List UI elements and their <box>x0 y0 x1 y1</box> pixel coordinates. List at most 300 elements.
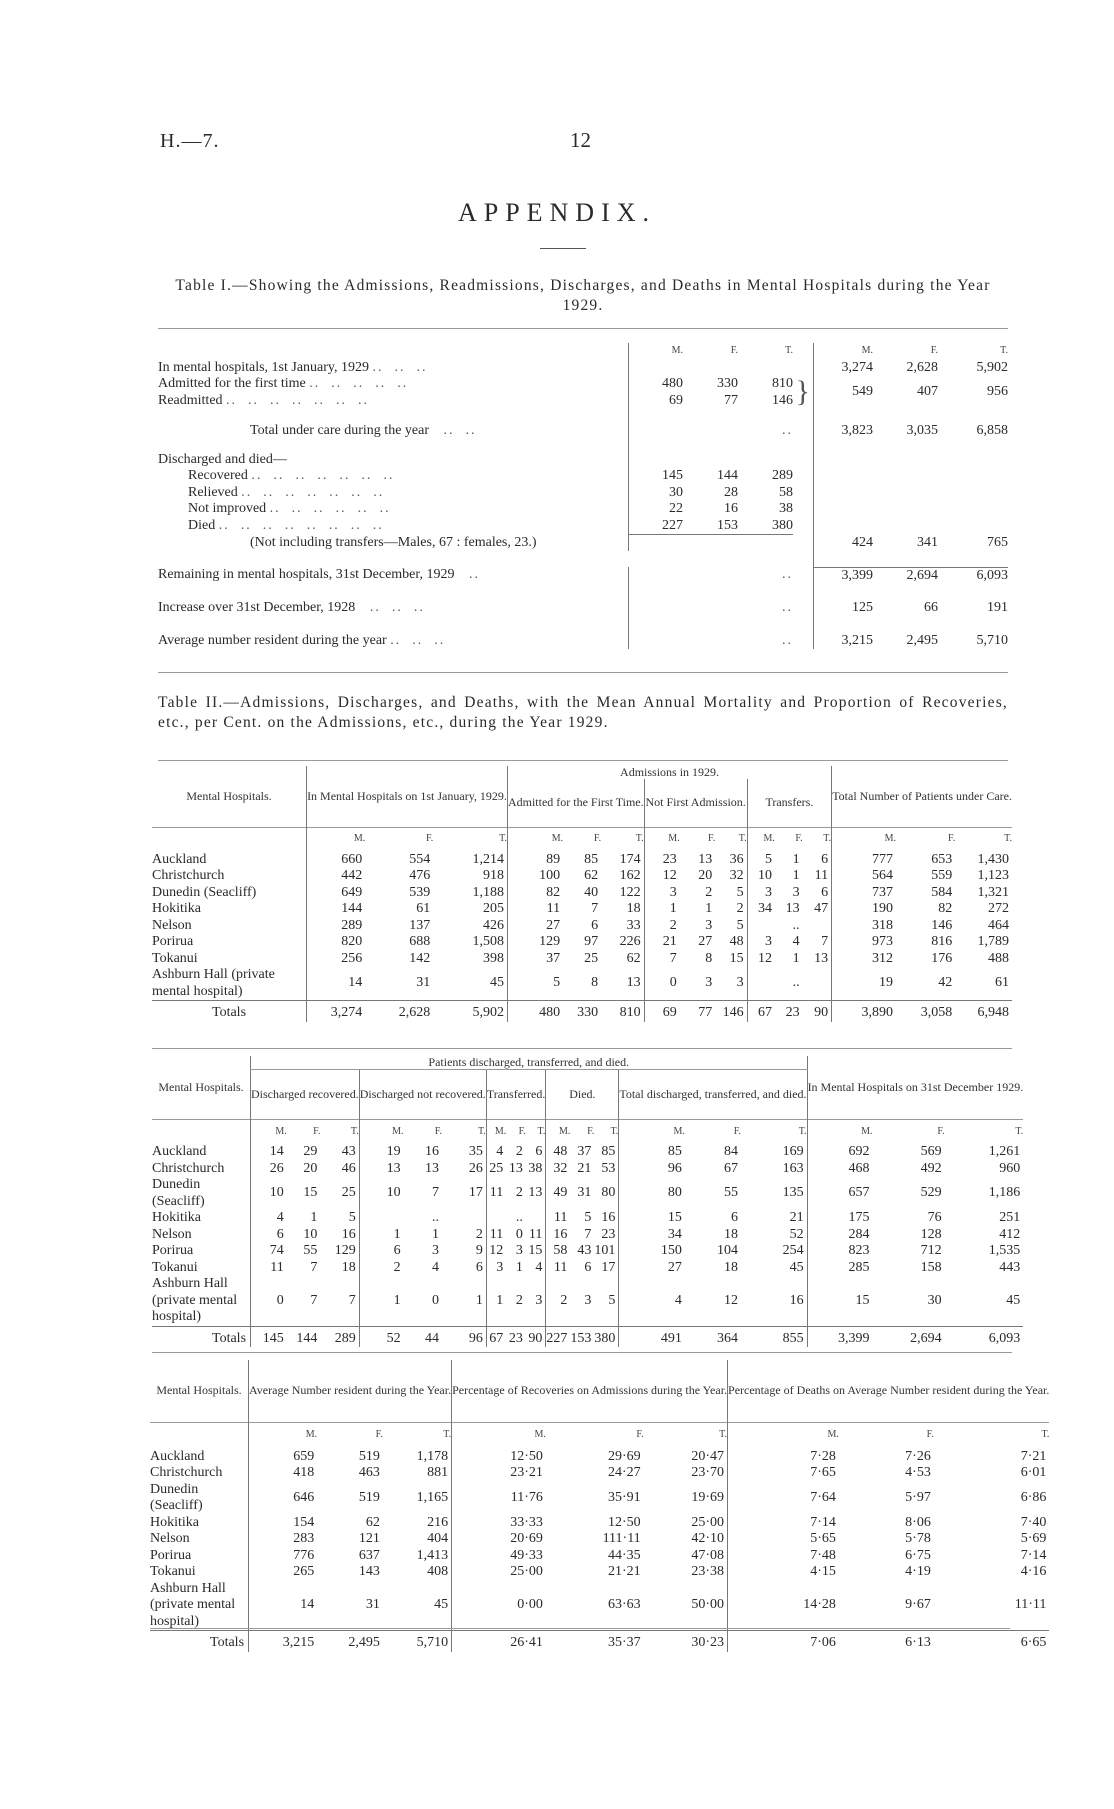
hospital-name: Hokitika <box>150 1514 199 1530</box>
cell: 17 <box>601 1259 616 1275</box>
cell: 6 <box>731 1210 739 1225</box>
hospital-name: Christchurch <box>150 1465 223 1480</box>
cell: 4 <box>251 1210 287 1227</box>
cell: 464 <box>988 917 1009 933</box>
cell: 5 <box>747 852 775 869</box>
table-row <box>152 967 1012 1001</box>
cell: 2 <box>515 1185 523 1201</box>
cell: 55 <box>724 1185 739 1201</box>
table-row <box>152 1243 1023 1260</box>
totals-row <box>150 1631 1049 1652</box>
cell: 10 <box>251 1177 287 1210</box>
cell: 1 <box>792 950 800 966</box>
cell: .. <box>792 917 800 933</box>
cell: 11 <box>251 1260 287 1277</box>
cell: 6·86 <box>1020 1489 1047 1505</box>
cell: 15 <box>807 1276 872 1326</box>
cell: 143 <box>358 1564 380 1579</box>
cell: 111·11 <box>602 1531 641 1546</box>
cell: 7·65 <box>728 1465 839 1482</box>
hospital-name: Porirua <box>152 934 194 949</box>
cell: 9·67 <box>905 1597 931 1612</box>
cell: 7·26 <box>905 1448 931 1464</box>
cell: 14 <box>249 1581 318 1631</box>
cell: 80 <box>601 1185 616 1201</box>
cell: 7·48 <box>728 1548 839 1565</box>
hospital-name: Porirua <box>150 1547 192 1563</box>
cell: 45 <box>1006 1292 1021 1308</box>
table-row: Average number resident during the year .. .. .. .. 3,215 2,495 5,710 <box>158 632 1008 648</box>
cell: 476 <box>409 868 431 883</box>
cell: 42·10 <box>691 1531 725 1546</box>
cell: 519 <box>358 1448 380 1464</box>
cell: 3 <box>792 884 800 900</box>
cell: 6 <box>591 917 599 933</box>
cell: 1 <box>475 1292 483 1308</box>
cell: 1,123 <box>977 868 1009 883</box>
cell: 285 <box>807 1260 872 1277</box>
cell: 12·50 <box>452 1449 546 1466</box>
cell: 52 <box>789 1226 804 1242</box>
table-row: Discharged and died— <box>158 452 1008 469</box>
cell: 49 <box>546 1177 571 1210</box>
cell: 0 <box>515 1226 523 1242</box>
cell: 289 <box>307 918 366 935</box>
cell: 6 <box>475 1259 483 1275</box>
hospital-name: Auckland <box>150 1448 205 1464</box>
cell: 19·69 <box>691 1489 725 1505</box>
cell: 24·27 <box>608 1465 641 1480</box>
cell: 820 <box>307 934 366 951</box>
cell: 62 <box>365 1514 380 1530</box>
cell: 137 <box>409 917 431 933</box>
hospital-name: Christchurch <box>152 1160 225 1176</box>
cell: 20·47 <box>691 1448 725 1464</box>
cell: 61 <box>416 901 431 916</box>
cell: 442 <box>307 868 366 885</box>
cell: 104 <box>717 1243 739 1258</box>
hospital-name: Ashburn Hall (private mental hospital) <box>152 1276 238 1324</box>
cell: 25 <box>486 1161 506 1178</box>
cell: 810 <box>601 1001 644 1022</box>
cell: 412 <box>999 1226 1021 1242</box>
cell: 265 <box>249 1564 318 1581</box>
cell: 27 <box>507 918 563 935</box>
cell: 2 <box>515 1144 523 1159</box>
table-row <box>152 1276 1023 1326</box>
cell: 2 <box>359 1260 403 1277</box>
cell: 7·14 <box>728 1515 839 1532</box>
appendix-title: APPENDIX. <box>457 198 657 227</box>
cell: 7·40 <box>1020 1514 1047 1530</box>
cell: 7 <box>591 901 599 916</box>
cell: 62 <box>626 950 641 966</box>
cell: 35 <box>468 1144 483 1159</box>
cell: 918 <box>482 868 504 883</box>
cell: 40 <box>584 884 599 900</box>
cell: 408 <box>427 1564 449 1579</box>
cell: 76 <box>927 1210 942 1225</box>
table-row: Died .. .. .. .. .. .. .. .. 227 153 380 <box>158 518 1008 535</box>
cell: 13 <box>814 950 829 966</box>
cell: 6,093 <box>945 1326 1024 1347</box>
cell: 1 <box>359 1276 403 1326</box>
cell: 15 <box>619 1210 685 1227</box>
cell: 10 <box>303 1226 318 1242</box>
cell: 256 <box>307 951 366 968</box>
cell: 90 <box>803 1001 832 1022</box>
cell: 11 <box>486 1177 506 1210</box>
cell: 25 <box>584 950 599 966</box>
cell: 688 <box>409 934 431 949</box>
cell <box>803 967 832 1001</box>
cell: 3,890 <box>832 1001 896 1022</box>
cell: 27 <box>698 934 713 949</box>
cell: 816 <box>931 934 953 949</box>
table-row <box>150 1515 1049 1532</box>
cell: 16 <box>341 1226 356 1242</box>
cell: 529 <box>920 1185 942 1201</box>
cell: 25·00 <box>452 1564 546 1581</box>
cell: 3,215 <box>249 1631 318 1652</box>
cell: 5·97 <box>905 1489 931 1505</box>
cell: 3 <box>515 1243 523 1258</box>
cell: 37 <box>577 1144 592 1159</box>
cell: 62 <box>584 868 599 883</box>
cell: 3,058 <box>896 1001 955 1022</box>
cell <box>747 918 775 935</box>
cell: 404 <box>427 1531 449 1546</box>
cell: 653 <box>931 851 953 867</box>
table-row <box>150 1548 1049 1565</box>
cell: 13 <box>528 1185 543 1201</box>
cell: 85 <box>619 1144 685 1161</box>
cell: 6·75 <box>905 1547 931 1563</box>
cell: 26 <box>468 1160 483 1176</box>
totals-row <box>152 1326 1023 1347</box>
cell: 657 <box>807 1177 872 1210</box>
cell: 48 <box>729 934 744 949</box>
cell: 16 <box>789 1292 804 1308</box>
table-row <box>150 1564 1049 1581</box>
cell: 142 <box>409 950 431 966</box>
cell: 163 <box>782 1160 804 1176</box>
cell: 1 <box>486 1276 506 1326</box>
cell: 2 <box>736 901 744 916</box>
hospital-name: Tokanui <box>150 1564 196 1579</box>
cell: 48 <box>546 1144 571 1161</box>
cell: 0 <box>644 967 680 1001</box>
cell: 42 <box>938 975 953 991</box>
table-row: Not improved .. .. .. .. .. .. 22 16 38 <box>158 501 1008 518</box>
cell: 23 <box>601 1226 616 1242</box>
cell: 3 <box>705 917 713 933</box>
cell: 19 <box>832 967 896 1001</box>
hospital-name: Tokanui <box>152 1259 198 1275</box>
cell: 8 <box>705 950 713 966</box>
cell: 1 <box>705 901 713 916</box>
cell: 18 <box>724 1226 739 1242</box>
cell: 12·50 <box>608 1514 641 1530</box>
cell: 89 <box>507 852 563 869</box>
cell: 12 <box>644 868 680 885</box>
cell: 135 <box>782 1185 804 1201</box>
cell: 488 <box>988 950 1009 966</box>
cell: 7 <box>310 1292 318 1308</box>
cell: 96 <box>619 1161 685 1178</box>
cell: 216 <box>427 1514 449 1530</box>
cell: 23 <box>644 852 680 869</box>
cell <box>359 1210 403 1227</box>
cell: 4 <box>792 934 800 949</box>
cell: 584 <box>931 884 953 900</box>
cell: 11·11 <box>1014 1597 1047 1612</box>
hospital-name: Ashburn Hall (private mental hospital) <box>152 967 275 999</box>
cell: 85 <box>601 1144 616 1159</box>
cell: 2,628 <box>365 1001 433 1022</box>
cell: 11 <box>546 1210 571 1227</box>
cell: 129 <box>334 1243 356 1258</box>
cell: 11 <box>546 1260 571 1277</box>
cell: 158 <box>920 1259 942 1275</box>
cell: 45 <box>789 1259 804 1275</box>
cell: 13 <box>359 1161 403 1178</box>
cell: 1,789 <box>977 934 1009 949</box>
cell: 2,495 <box>317 1631 383 1652</box>
cell: 8 <box>591 975 599 991</box>
cell: 3 <box>747 934 775 951</box>
cell: 1 <box>310 1210 318 1225</box>
cell: 53 <box>601 1160 616 1176</box>
cell: 2 <box>515 1292 523 1308</box>
cell: 5·78 <box>905 1531 931 1546</box>
cell: 20 <box>303 1160 318 1176</box>
cell: 2 <box>475 1226 483 1242</box>
table2-part1-grid: Mental Hospitals. In Mental Hospitals on 1st January, 1929. Admissions in 1929. Total Number of Patients under Care. Admitted for the First Time. Not First Admission. Transfers. M. F. T. M. F. T. M. F. T. M. F. T. M. F. T. Auckland 660 554 1,214 89 85 174 23 13 36 5 1 6 777 653 1,430 Christchurch 442 476 918 100 62 162 12 20 32 10 1 11 564 559 1,123 Dunedin (Seacliff) 649 539 1,188 82 40 122 3 2 5 3 3 6 737 584 1,321 Hokitika 144 61 205 11 7 18 1 1 2 34 13 47 190 82 272 Nelson 289 137 426 27 6 33 2 3 5 .. 318 146 464 Porirua 820 688 1,508 129 97 226 21 27 48 3 4 7 973 816 1,789 Tokanui 256 142 398 37 25 62 7 8 15 12 1 13 312 176 488 Ashburn Hall (private mental hospital) 14 31 45 5 8 13 0 3 3 .. 19 42 61 Totals 3,274 2,628 5,902 480 330 810 69 77 146 67 23 90 3,890 3,058 6,948 <box>152 765 1012 1020</box>
cell: 15 <box>303 1185 318 1201</box>
cell: 7·14 <box>1020 1547 1047 1563</box>
cell: 312 <box>832 951 896 968</box>
cell: 23·21 <box>452 1465 546 1482</box>
hospital-name: Ashburn Hall (private mental hospital) <box>150 1580 236 1629</box>
cell: 12 <box>724 1292 739 1308</box>
cell: 554 <box>409 851 431 867</box>
cell: 254 <box>782 1243 804 1258</box>
table-row <box>150 1581 1049 1631</box>
cell: 38 <box>528 1160 543 1176</box>
cell: 32 <box>546 1161 571 1178</box>
cell: 27 <box>619 1260 685 1277</box>
hospital-name: Totals <box>210 1635 245 1650</box>
report-code: H.—7. <box>160 130 220 152</box>
table-row: In mental hospitals, 1st January, 1929 .. .. .. 3,274 2,628 5,902 <box>158 359 1008 375</box>
cell: 45 <box>434 1597 449 1612</box>
cell: 1 <box>792 868 800 883</box>
cell: 330 <box>563 1001 601 1022</box>
cell: 3 <box>747 885 775 902</box>
cell: 0·00 <box>452 1581 546 1631</box>
table-row <box>152 1227 1023 1244</box>
cell: 9 <box>475 1243 483 1258</box>
cell: 13 <box>626 975 641 991</box>
cell: 4 <box>431 1259 439 1275</box>
cell: 283 <box>249 1531 318 1548</box>
cell: 659 <box>249 1449 318 1466</box>
cell: 13 <box>424 1160 439 1176</box>
cell: 5 <box>736 884 744 900</box>
cell: 23·38 <box>691 1564 725 1579</box>
cell: 61 <box>995 975 1009 991</box>
cell: 660 <box>307 852 366 869</box>
cell: 43 <box>341 1144 356 1159</box>
hospital-name: Dunedin (Seacliff) <box>150 1481 203 1513</box>
hospital-name: Porirua <box>152 1243 194 1258</box>
cell: 7·28 <box>728 1449 839 1466</box>
cell: 6 <box>821 851 829 867</box>
hospital-name: Auckland <box>152 1144 207 1159</box>
cell: 1,186 <box>988 1185 1021 1201</box>
cell: 6,948 <box>955 1001 1012 1022</box>
cell: 34 <box>619 1227 685 1244</box>
cell: 31 <box>365 1597 380 1612</box>
table2-part1 <box>152 766 1012 1022</box>
cell: 18 <box>626 901 641 916</box>
table-row <box>152 852 1012 869</box>
table-row <box>152 901 1012 918</box>
cell: 1,214 <box>472 851 504 867</box>
cell: 7 <box>821 934 829 949</box>
cell: 5 <box>584 1210 592 1225</box>
cell: 29 <box>303 1144 318 1159</box>
table1-colhead: M. F. T. M. F. T. <box>158 343 1008 360</box>
table-row <box>152 1210 1023 1227</box>
cell: 16 <box>424 1144 439 1159</box>
cell: 1 <box>792 851 800 867</box>
cell: 4·15 <box>728 1564 839 1581</box>
cell: 32 <box>729 868 744 883</box>
cell: 205 <box>482 901 504 916</box>
cell: 559 <box>931 868 953 883</box>
cell: 31 <box>416 975 431 991</box>
cell: 154 <box>249 1515 318 1532</box>
table-row: Readmitted .. .. .. .. .. .. .. 69 77 146 <box>158 392 793 408</box>
cell: 55 <box>303 1243 318 1258</box>
cell: 468 <box>807 1161 872 1178</box>
cell: .. <box>431 1210 439 1225</box>
table-row <box>152 1177 1023 1210</box>
cell: 7 <box>310 1259 318 1275</box>
cell: 69 <box>644 1001 680 1022</box>
cell: 77 <box>680 1001 716 1022</box>
cell: 145 <box>251 1326 287 1347</box>
cell: 776 <box>249 1548 318 1565</box>
table2-title: Table II.—Admissions, Discharges, and Deaths, with the Mean Annual Mortality and Proportion of Recoveries, etc., per Cent. on the Admissions, etc., during the Year 1929. <box>158 694 1008 731</box>
cell: 26·41 <box>452 1631 546 1652</box>
cell: 318 <box>832 918 896 935</box>
cell: 364 <box>685 1326 741 1347</box>
cell: 13 <box>698 851 713 867</box>
cell: 100 <box>507 868 563 885</box>
cell: 1,321 <box>977 884 1009 900</box>
hospital-name: Nelson <box>152 1226 192 1242</box>
cell: 737 <box>832 885 896 902</box>
cell: 63·63 <box>608 1597 641 1612</box>
cell: 190 <box>832 901 896 918</box>
cell: 1,188 <box>472 884 504 900</box>
cell: 18 <box>341 1259 356 1275</box>
cell: 16 <box>601 1210 616 1225</box>
cell: 4 <box>486 1144 506 1161</box>
cell: 33 <box>626 917 641 933</box>
table-row: Recovered .. .. .. .. .. .. .. 145 144 289 <box>158 468 1008 485</box>
cell: 3 <box>584 1292 592 1308</box>
cell: 3,274 <box>307 1001 366 1022</box>
cell: 15 <box>729 950 744 966</box>
cell: 31 <box>577 1185 592 1201</box>
cell: 169 <box>782 1144 804 1159</box>
cell: 34 <box>747 901 775 918</box>
cell: 1,261 <box>988 1144 1021 1159</box>
cell: 13 <box>508 1160 523 1176</box>
hospital-name: Totals <box>212 1330 247 1346</box>
cell <box>442 1210 486 1227</box>
cell: 21 <box>577 1160 592 1176</box>
cell: 67 <box>724 1160 739 1176</box>
cell: 1 <box>431 1226 439 1242</box>
cell: 47 <box>814 901 829 916</box>
cell: 80 <box>619 1177 685 1210</box>
cell: 20 <box>698 868 713 883</box>
cell: 150 <box>619 1243 685 1260</box>
cell: 146 <box>715 1001 747 1022</box>
cell: 6·13 <box>839 1631 934 1652</box>
cell: 14 <box>307 967 366 1001</box>
cell: 11 <box>528 1226 543 1242</box>
cell <box>803 918 832 935</box>
cell: 881 <box>427 1465 449 1480</box>
cell: 12 <box>747 951 775 968</box>
cell: 67 <box>747 1001 775 1022</box>
cell: 20·69 <box>452 1531 546 1548</box>
cell: 5,902 <box>433 1001 507 1022</box>
cell: 398 <box>482 950 504 966</box>
cell: 90 <box>526 1326 546 1347</box>
cell: 15 <box>528 1243 543 1258</box>
cell: 712 <box>920 1243 942 1258</box>
cell: 463 <box>358 1465 380 1480</box>
cell: 777 <box>832 852 896 869</box>
cell: 227 <box>546 1326 571 1347</box>
cell: 29·69 <box>608 1448 641 1464</box>
cell: 26 <box>251 1161 287 1178</box>
cell: 7 <box>644 951 680 968</box>
cell: 4 <box>619 1276 685 1326</box>
cell: 19 <box>359 1144 403 1161</box>
cell: 47·08 <box>691 1547 725 1563</box>
cell: 426 <box>482 917 504 933</box>
cell: 45 <box>489 975 504 991</box>
table1-grid <box>158 343 1008 649</box>
cell: 3 <box>705 975 713 991</box>
cell: 855 <box>741 1326 807 1347</box>
cell: 3 <box>486 1260 506 1277</box>
cell: 1,413 <box>416 1547 449 1563</box>
cell: 122 <box>619 884 641 900</box>
table1-title: Table I.—Showing the Admissions, Readmissions, Discharges, and Deaths in Mental Hospitals during the Year 1929. <box>175 277 991 314</box>
cell: 1,535 <box>988 1243 1021 1258</box>
cell: 5 <box>608 1292 616 1308</box>
table-row <box>152 951 1012 968</box>
